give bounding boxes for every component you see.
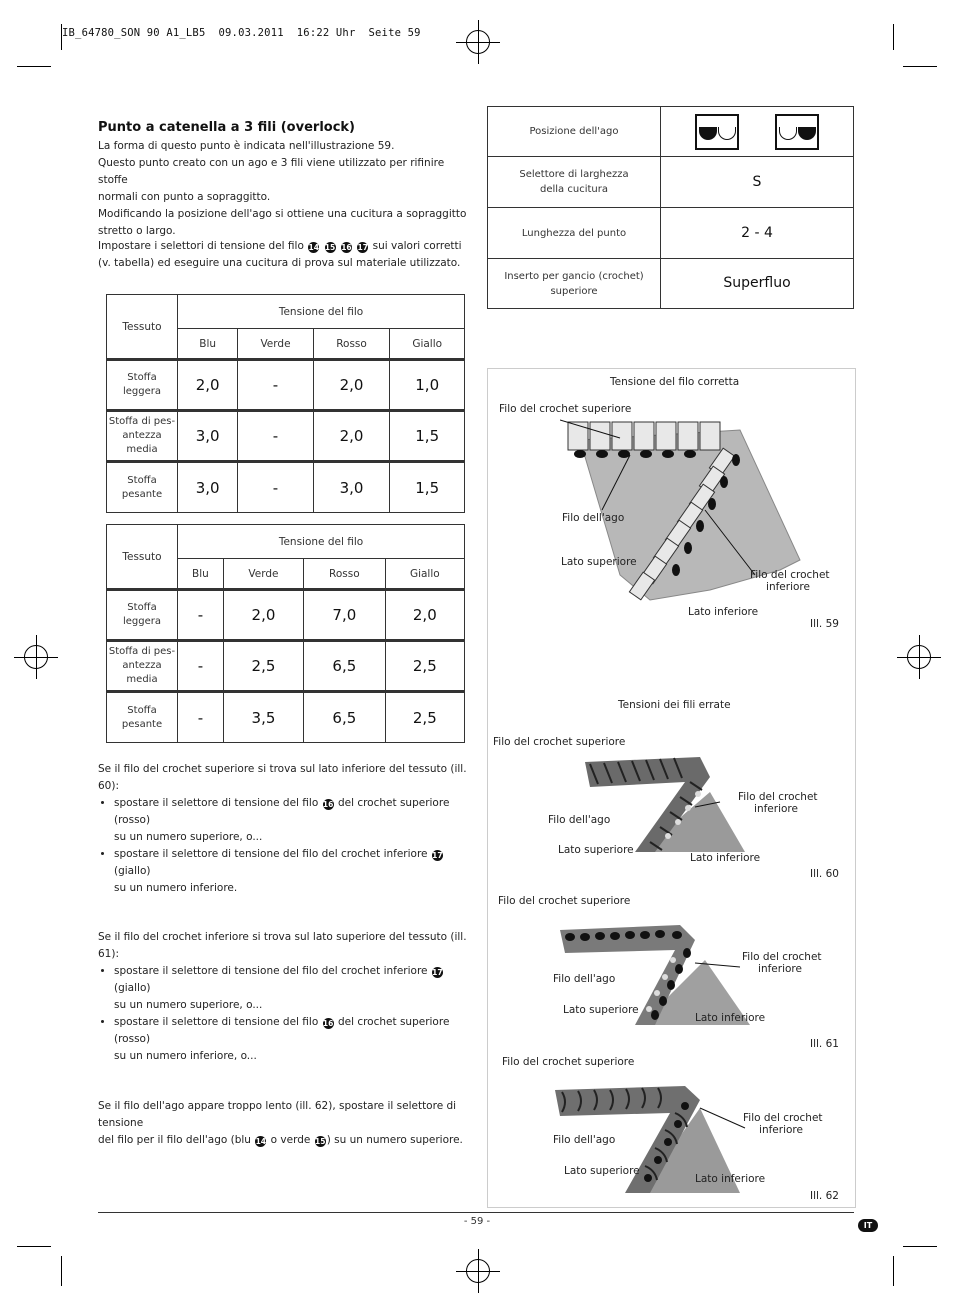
setting-label: Lunghezza del punto — [488, 208, 661, 259]
table-row — [488, 208, 854, 259]
instruction-text: del filo per il filo dell'ago (blu — [98, 1134, 251, 1146]
crop-mark — [893, 1256, 894, 1286]
crop-mark — [903, 66, 937, 67]
instructions-ill60 — [98, 761, 470, 897]
instruction-text: del crochet superiore (rosso) — [114, 1016, 450, 1045]
setting-value: S — [661, 157, 854, 208]
value-cell: 3,0 — [313, 462, 390, 513]
fabric-cell: Stoffa leggera — [107, 360, 178, 411]
list-item — [114, 963, 470, 1014]
label-lower-looper — [738, 791, 818, 815]
marker-14-icon: 14 — [255, 1137, 267, 1146]
marker-16-icon: 16 — [322, 800, 334, 809]
figure-caption-60: Ill. 60 — [810, 868, 839, 880]
label-lower-looper-line: Filo del crochet — [743, 1112, 823, 1124]
marker-17-icon: 17 — [432, 851, 443, 860]
label-upper-looper: Filo del crochet superiore — [493, 736, 626, 748]
value-cell: 1,5 — [390, 411, 465, 462]
label-lower-looper — [750, 569, 830, 593]
figure-caption-59: Ill. 59 — [810, 618, 839, 630]
value-cell: 2,0 — [313, 411, 390, 462]
value-cell: 2,0 — [385, 590, 464, 641]
header-color: Giallo — [385, 559, 464, 590]
marker-16-icon: 16 — [322, 1019, 334, 1028]
needle-position-left-icon — [695, 114, 739, 150]
instructions-ill61 — [98, 929, 470, 1065]
header-tension: Tensione del filo — [178, 525, 465, 559]
tension-paragraph — [98, 238, 468, 272]
intro-line: stretto o largo. — [98, 225, 176, 237]
instruction-text: (giallo) — [114, 865, 151, 877]
value-cell: 2,0 — [313, 360, 390, 411]
tension-text: (v. tabella) ed eseguire una cucitura di prova sul materiale utilizzato. — [98, 257, 461, 269]
crop-mark — [17, 66, 51, 67]
tension-table-2 — [106, 524, 465, 743]
header-fabric: Tessuto — [107, 295, 178, 360]
label-needle-thread: Filo dell'ago — [553, 1134, 616, 1146]
label-lower-side: Lato inferiore — [688, 606, 759, 618]
value-cell: 3,0 — [178, 411, 238, 462]
needle-position-cell — [661, 107, 854, 157]
label-lower-side: Lato inferiore — [690, 852, 761, 864]
table-row — [107, 641, 465, 692]
value-cell: - — [238, 360, 313, 411]
label-upper-looper: Filo del crochet superiore — [502, 1056, 635, 1068]
value-cell: 2,0 — [178, 360, 238, 411]
value-cell: - — [178, 641, 224, 692]
instruction-text: spostare il selettore di tensione del filo — [114, 1016, 319, 1028]
value-cell: - — [178, 590, 224, 641]
fabric-cell: Stoffa pesante — [107, 462, 178, 513]
header-color: Blu — [178, 559, 224, 590]
label-upper-side: Lato superiore — [561, 556, 637, 568]
page-number: - 59 - — [463, 1216, 491, 1227]
marker-15-icon: 15 — [324, 243, 336, 252]
header-color: Rosso — [313, 329, 390, 360]
label-lower-looper-line: Filo del crochet — [750, 569, 830, 581]
crop-mark — [61, 24, 62, 50]
instruction-text: o verde — [270, 1134, 311, 1146]
value-cell: - — [178, 692, 224, 743]
settings-table — [487, 106, 854, 309]
label-needle-thread: Filo dell'ago — [553, 973, 616, 985]
intro-line: Modificando la posizione dell'ago si ottiene una cucitura a sopraggitto — [98, 208, 467, 220]
figure-title-correct: Tensione del filo corretta — [610, 376, 740, 388]
label-lower-looper-line: Filo del crochet — [742, 951, 822, 963]
crop-mark — [893, 24, 894, 50]
marker-16-icon: 16 — [341, 243, 352, 252]
crop-mark — [61, 1256, 62, 1286]
setting-label: Inserto per gancio (crochet) superiore — [488, 259, 661, 309]
table-row — [107, 590, 465, 641]
value-cell: - — [238, 462, 313, 513]
setting-value: Superfluo — [661, 259, 854, 309]
registration-mark-left — [24, 645, 48, 669]
label-upper-looper: Filo del crochet superiore — [498, 895, 631, 907]
list-item — [114, 846, 470, 897]
value-cell: 1,5 — [390, 462, 465, 513]
table-row — [107, 411, 465, 462]
needle-position-right-icon — [775, 114, 819, 150]
setting-value: 2 - 4 — [661, 208, 854, 259]
intro-line: Questo punto creato con un ago e 3 fili viene utilizzato per rifinire stoffe — [98, 157, 445, 186]
fabric-cell: Stoffa leggera — [107, 590, 178, 641]
value-cell: 6,5 — [304, 692, 386, 743]
value-cell: 3,0 — [178, 462, 238, 513]
registration-mark-top — [466, 30, 490, 54]
table-row — [107, 692, 465, 743]
value-cell: 2,0 — [223, 590, 303, 641]
setting-label: Selettore di larghezza della cucitura — [488, 157, 661, 208]
intro-line: La forma di questo punto è indicata nell'illustrazione 59. — [98, 140, 395, 152]
header-color: Verde — [238, 329, 313, 360]
registration-mark-bottom — [466, 1259, 490, 1283]
crop-mark — [17, 1246, 51, 1247]
marker-17-icon: 17 — [357, 243, 368, 252]
footer-divider — [98, 1212, 854, 1213]
header-color: Rosso — [304, 559, 386, 590]
value-cell: 2,5 — [223, 641, 303, 692]
intro-paragraph — [98, 138, 468, 240]
label-lower-looper-line: inferiore — [754, 803, 798, 815]
fabric-cell: Stoffa di pes- antezza media — [107, 641, 178, 692]
setting-label: Posizione dell'ago — [488, 107, 661, 157]
value-cell: - — [238, 411, 313, 462]
list-item — [114, 1014, 470, 1065]
list-item — [114, 795, 470, 846]
header-color: Giallo — [390, 329, 465, 360]
registration-mark-right — [907, 645, 931, 669]
header-color: Blu — [178, 329, 238, 360]
tension-table-1 — [106, 294, 465, 513]
label-lower-side: Lato inferiore — [695, 1173, 766, 1185]
intro-line: normali con punto a sopraggitto. — [98, 191, 271, 203]
label-lower-looper-line: Filo del crochet — [738, 791, 818, 803]
table-row — [107, 462, 465, 513]
fabric-cell: Stoffa pesante — [107, 692, 178, 743]
language-badge: IT — [858, 1219, 878, 1232]
label-lower-looper-line: inferiore — [766, 581, 810, 593]
instruction-text: spostare il selettore di tensione del filo del crochet inferiore — [114, 848, 428, 860]
value-cell: 6,5 — [304, 641, 386, 692]
table-row — [488, 107, 854, 157]
marker-14-icon: 14 — [308, 243, 319, 252]
instruction-text: spostare il selettore di tensione del filo del crochet inferiore — [114, 965, 428, 977]
label-needle-thread: Filo dell'ago — [562, 512, 625, 524]
instruction-text: su un numero superiore, o... — [114, 831, 263, 843]
instruction-text: Se il filo dell'ago appare troppo lento (ill. 62), spostare il selettore di tensione — [98, 1100, 457, 1129]
value-cell: 2,5 — [385, 641, 464, 692]
label-upper-side: Lato superiore — [563, 1004, 639, 1016]
header-tension: Tensione del filo — [178, 295, 465, 329]
table-row — [488, 259, 854, 309]
figure-caption-61: Ill. 61 — [810, 1038, 839, 1050]
label-upper-looper: Filo del crochet superiore — [499, 403, 632, 415]
figure-caption-62: Ill. 62 — [810, 1190, 839, 1202]
instruction-text: su un numero inferiore. — [114, 882, 238, 894]
value-cell: 1,0 — [390, 360, 465, 411]
header-color: Verde — [223, 559, 303, 590]
instruction-intro: Se il filo del crochet superiore si trova sul lato inferiore del tessuto (ill. 60): — [98, 763, 467, 792]
instruction-text: su un numero inferiore, o... — [114, 1050, 257, 1062]
instruction-intro: Se il filo del crochet inferiore si trova sul lato superiore del tessuto (ill. 61): — [98, 931, 467, 960]
marker-15-icon: 15 — [314, 1137, 326, 1146]
value-cell: 7,0 — [304, 590, 386, 641]
label-lower-looper-line: inferiore — [759, 1124, 803, 1136]
table-row — [107, 360, 465, 411]
instructions-ill62 — [98, 1098, 470, 1149]
value-cell: 3,5 — [223, 692, 303, 743]
instruction-text: ) su un numero superiore. — [326, 1134, 463, 1146]
instruction-text: del crochet superiore (rosso) — [114, 797, 450, 826]
label-lower-looper — [742, 951, 822, 975]
instruction-text: spostare il selettore di tensione del filo — [114, 797, 319, 809]
figure-title-wrong: Tensioni dei fili errate — [618, 699, 731, 711]
section-title: Punto a catenella a 3 fili (overlock) — [98, 120, 355, 135]
crop-mark — [903, 1246, 937, 1247]
tension-text: Impostare i selettori di tensione del filo — [98, 240, 304, 252]
value-cell: 2,5 — [385, 692, 464, 743]
fabric-cell: Stoffa di pes- antezza media — [107, 411, 178, 462]
marker-17-icon: 17 — [432, 968, 443, 977]
label-lower-side: Lato inferiore — [695, 1012, 766, 1024]
label-needle-thread: Filo dell'ago — [548, 814, 611, 826]
instruction-text: su un numero superiore, o... — [114, 999, 263, 1011]
print-header: IB_64780_SON 90 A1_LB5 09.03.2011 16:22 Uhr Seite 59 — [62, 27, 421, 39]
label-lower-looper — [743, 1112, 823, 1136]
label-lower-looper-line: inferiore — [758, 963, 802, 975]
table-row — [488, 157, 854, 208]
label-upper-side: Lato superiore — [558, 844, 634, 856]
label-upper-side: Lato superiore — [564, 1165, 640, 1177]
tension-text: sui valori corretti — [372, 240, 462, 252]
header-fabric: Tessuto — [107, 525, 178, 590]
instruction-text: (giallo) — [114, 982, 151, 994]
